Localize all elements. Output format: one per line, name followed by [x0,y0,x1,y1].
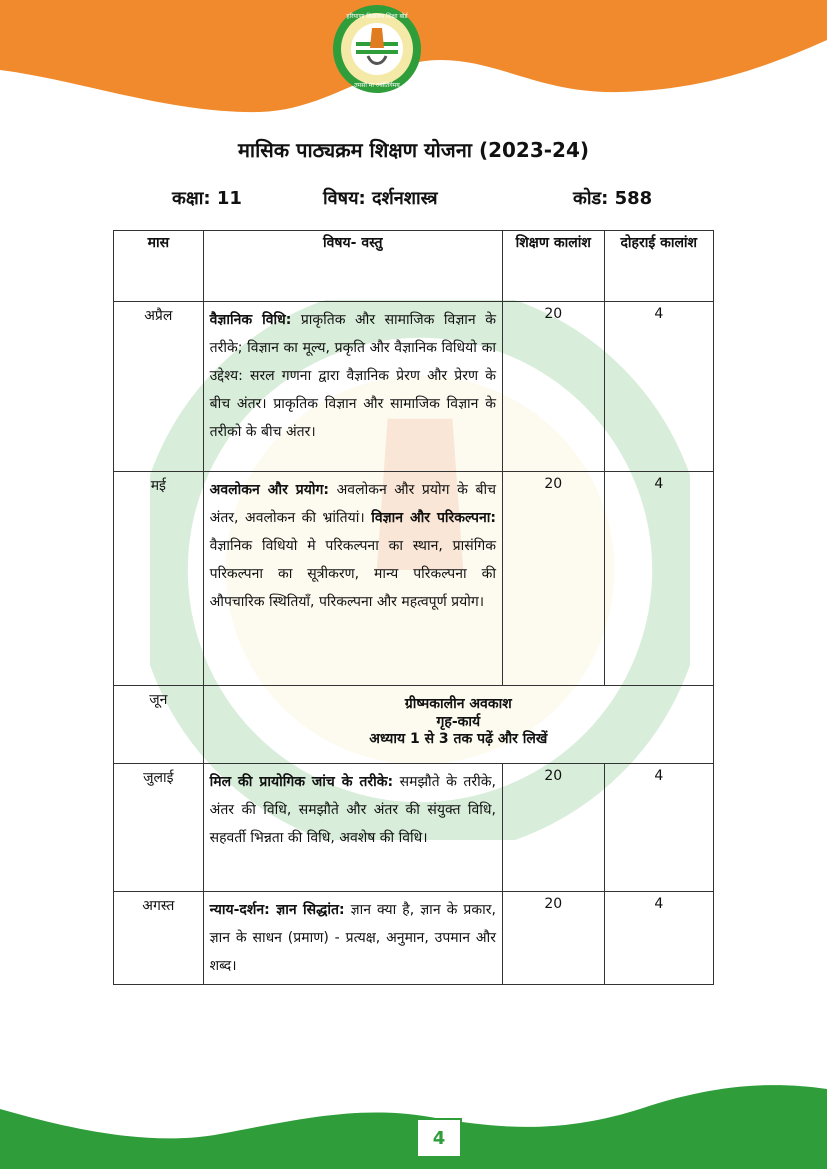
row-month: जुलाई [114,764,204,892]
holiday-line-1: ग्रीष्मकालीन अवकाश [404,696,512,712]
row-revision: 4 [604,892,713,985]
table-row [114,686,714,764]
row-content-text: ज्ञान क्या है, ज्ञान के प्रकार, ज्ञान के साधन (प्रमाण) - प्रत्यक्ष, अनुमान, उपमान और शब्द। [209,902,496,974]
table-row [114,764,714,892]
row-content-title: न्याय-दर्शन: ज्ञान सिद्धांत: [209,902,345,918]
syllabus-table [113,230,714,985]
row-content-title: अवलोकन और प्रयोग: [209,482,330,498]
page-number: 4 [416,1118,462,1158]
header-revision: दोहराई कालांश [604,231,713,302]
row-revision: 4 [604,472,713,686]
table-header-row [114,231,714,302]
header-content: विषय- वस्तु [203,231,502,302]
subject-label: विषय: दर्शनशास्त्र [323,188,438,209]
footer-wave [0,1079,827,1169]
row-content-text: प्राकृतिक और सामाजिक विज्ञान के तरीके; विज्ञान का मूल्य, प्रकृति और वैज्ञानिक विधियो का उद्देश्य: सरल गणना द्वारा वैज्ञानिक प्रेरण और प्रेरण के बीच अंतर। प्राकृतिक विज्ञान और सामाजिक विज्ञान के तरीको के बीच अंतर। [209,312,496,440]
row-month: जून [114,686,204,764]
holiday-line-2: गृह-कार्य [436,713,481,730]
row-teaching: 20 [502,472,604,686]
row-month: अगस्त [114,892,204,985]
row-content-text-2: वैज्ञानिक विधियो मे परिकल्पना का स्थान, प्रासंगिक परिकल्पना का सूत्रीकरण, मान्य परिकल्पना की औपचारिक स्थितियाँ, परिकल्पना और महत्वपूर्ण प्रयोग। [209,538,496,610]
row-revision: 4 [604,764,713,892]
row-content [203,302,502,472]
holiday-cell [203,686,713,764]
row-content-title: मिल की प्रायोगिक जांच के तरीके: [209,774,394,790]
logo-text-top: हरियाणा विद्यालय शिक्षा बोर्ड [346,13,408,20]
row-content-title: वैज्ञानिक विधि: [209,312,292,328]
row-teaching: 20 [502,764,604,892]
page-title: मासिक पाठ्यक्रम शिक्षण योजना (2023-24) [237,138,590,162]
row-content [203,472,502,686]
row-teaching: 20 [502,892,604,985]
table-row [114,302,714,472]
header-teaching: शिक्षण कालांश [502,231,604,302]
row-revision: 4 [604,302,713,472]
board-logo [332,4,422,94]
code-label: कोड: 588 [573,188,653,209]
row-content [203,892,502,985]
row-content [203,764,502,892]
row-teaching: 20 [502,302,604,472]
row-content-title-2: विज्ञान और परिकल्पना: [371,510,496,526]
table-row [114,892,714,985]
row-content-text: समझौते के तरीके, अंतर की विधि, समझौते और अंतर की संयुक्त विधि, सहवर्ती भिन्नता की विधि, अवशेष की विधि। [209,774,496,846]
row-month: अप्रैल [114,302,204,472]
class-label: कक्षा: 11 [172,188,242,209]
table-row [114,472,714,686]
logo-text-bottom: तमसो मा ज्योतिर्गमय [354,82,400,89]
header-month: मास [114,231,204,302]
row-content-text: अवलोकन और प्रयोग के बीच अंतर, अवलोकन की भ्रांतियां। [209,482,496,526]
holiday-line-3: अध्याय 1 से 3 तक पढ़ें और लिखें [369,731,548,747]
row-month: मई [114,472,204,686]
